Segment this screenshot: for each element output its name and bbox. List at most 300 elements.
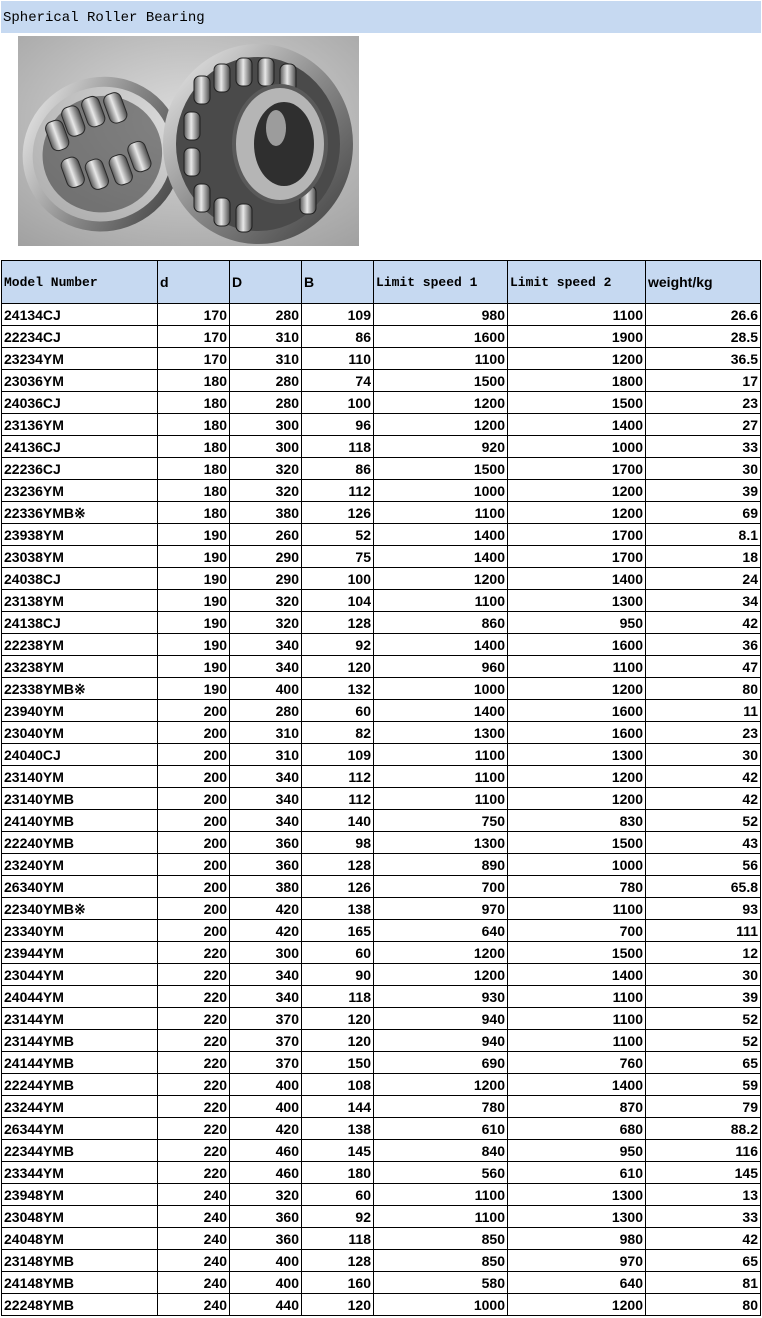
header-limit-speed-1: Limit speed 1 — [374, 261, 508, 304]
limit-speed-1-cell: 640 — [374, 920, 508, 942]
outer-d-cell: 280 — [230, 370, 302, 392]
d-cell: 240 — [158, 1184, 230, 1206]
b-cell: 82 — [302, 722, 374, 744]
b-cell: 112 — [302, 788, 374, 810]
weight-cell: 12 — [646, 942, 761, 964]
limit-speed-1-cell: 840 — [374, 1140, 508, 1162]
model-cell: 23244YM — [2, 1096, 158, 1118]
model-cell: 24140YMB — [2, 810, 158, 832]
limit-speed-2-cell: 1100 — [508, 898, 646, 920]
table-row — [2, 1272, 761, 1294]
outer-d-cell: 340 — [230, 656, 302, 678]
limit-speed-2-cell: 1000 — [508, 854, 646, 876]
bearing-illustration — [18, 36, 359, 246]
outer-d-cell: 420 — [230, 1118, 302, 1140]
weight-cell: 145 — [646, 1162, 761, 1184]
outer-d-cell: 400 — [230, 1074, 302, 1096]
limit-speed-2-cell: 1200 — [508, 766, 646, 788]
weight-cell: 69 — [646, 502, 761, 524]
limit-speed-2-cell: 1600 — [508, 634, 646, 656]
table-row — [2, 458, 761, 480]
d-cell: 200 — [158, 722, 230, 744]
table-row — [2, 524, 761, 546]
outer-d-cell: 420 — [230, 920, 302, 942]
table-row — [2, 920, 761, 942]
limit-speed-2-cell: 870 — [508, 1096, 646, 1118]
outer-d-cell: 340 — [230, 986, 302, 1008]
weight-cell: 42 — [646, 1228, 761, 1250]
table-header-row — [2, 261, 761, 304]
weight-cell: 34 — [646, 590, 761, 612]
weight-cell: 81 — [646, 1272, 761, 1294]
table-row — [2, 480, 761, 502]
table-row — [2, 1118, 761, 1140]
weight-cell: 111 — [646, 920, 761, 942]
b-cell: 108 — [302, 1074, 374, 1096]
limit-speed-2-cell: 1700 — [508, 546, 646, 568]
limit-speed-1-cell: 1300 — [374, 832, 508, 854]
outer-d-cell: 400 — [230, 1096, 302, 1118]
b-cell: 126 — [302, 876, 374, 898]
d-cell: 220 — [158, 1096, 230, 1118]
model-cell: 23240YM — [2, 854, 158, 876]
outer-d-cell: 300 — [230, 942, 302, 964]
weight-cell: 93 — [646, 898, 761, 920]
b-cell: 138 — [302, 898, 374, 920]
limit-speed-2-cell: 780 — [508, 876, 646, 898]
b-cell: 160 — [302, 1272, 374, 1294]
outer-d-cell: 260 — [230, 524, 302, 546]
limit-speed-2-cell: 1600 — [508, 700, 646, 722]
table-row — [2, 304, 761, 326]
d-cell: 200 — [158, 876, 230, 898]
d-cell: 220 — [158, 986, 230, 1008]
limit-speed-2-cell: 830 — [508, 810, 646, 832]
weight-cell: 52 — [646, 810, 761, 832]
b-cell: 128 — [302, 612, 374, 634]
d-cell: 180 — [158, 392, 230, 414]
limit-speed-2-cell: 1700 — [508, 524, 646, 546]
header-limit-speed-2: Limit speed 2 — [508, 261, 646, 304]
table-row — [2, 942, 761, 964]
limit-speed-1-cell: 610 — [374, 1118, 508, 1140]
limit-speed-2-cell: 1200 — [508, 1294, 646, 1316]
b-cell: 118 — [302, 986, 374, 1008]
limit-speed-2-cell: 1300 — [508, 1184, 646, 1206]
model-cell: 22238YM — [2, 634, 158, 656]
outer-d-cell: 340 — [230, 964, 302, 986]
limit-speed-1-cell: 1600 — [374, 326, 508, 348]
b-cell: 60 — [302, 1184, 374, 1206]
table-row — [2, 634, 761, 656]
d-cell: 200 — [158, 788, 230, 810]
bearing-photo — [18, 36, 359, 246]
weight-cell: 116 — [646, 1140, 761, 1162]
model-cell: 22244YMB — [2, 1074, 158, 1096]
table-row — [2, 1074, 761, 1096]
limit-speed-1-cell: 1500 — [374, 370, 508, 392]
limit-speed-1-cell: 1000 — [374, 480, 508, 502]
b-cell: 60 — [302, 942, 374, 964]
limit-speed-2-cell: 1400 — [508, 964, 646, 986]
limit-speed-1-cell: 1100 — [374, 766, 508, 788]
d-cell: 220 — [158, 942, 230, 964]
weight-cell: 65.8 — [646, 876, 761, 898]
d-cell: 180 — [158, 502, 230, 524]
limit-speed-2-cell: 1200 — [508, 480, 646, 502]
model-cell: 22344YMB — [2, 1140, 158, 1162]
outer-d-cell: 310 — [230, 722, 302, 744]
model-cell: 22340YMB※ — [2, 898, 158, 920]
limit-speed-1-cell: 960 — [374, 656, 508, 678]
outer-d-cell: 340 — [230, 788, 302, 810]
limit-speed-2-cell: 700 — [508, 920, 646, 942]
d-cell: 240 — [158, 1294, 230, 1316]
b-cell: 74 — [302, 370, 374, 392]
weight-cell: 42 — [646, 612, 761, 634]
limit-speed-1-cell: 1400 — [374, 546, 508, 568]
model-cell: 24040CJ — [2, 744, 158, 766]
limit-speed-1-cell: 970 — [374, 898, 508, 920]
b-cell: 98 — [302, 832, 374, 854]
b-cell: 92 — [302, 1206, 374, 1228]
model-cell: 22236CJ — [2, 458, 158, 480]
outer-d-cell: 320 — [230, 1184, 302, 1206]
limit-speed-1-cell: 1200 — [374, 392, 508, 414]
model-cell: 23944YM — [2, 942, 158, 964]
model-cell: 23044YM — [2, 964, 158, 986]
limit-speed-1-cell: 1000 — [374, 678, 508, 700]
outer-d-cell: 320 — [230, 612, 302, 634]
d-cell: 190 — [158, 546, 230, 568]
weight-cell: 36.5 — [646, 348, 761, 370]
d-cell: 220 — [158, 1030, 230, 1052]
weight-cell: 59 — [646, 1074, 761, 1096]
limit-speed-2-cell: 980 — [508, 1228, 646, 1250]
weight-cell: 18 — [646, 546, 761, 568]
outer-d-cell: 400 — [230, 1250, 302, 1272]
model-cell: 22338YMB※ — [2, 678, 158, 700]
weight-cell: 56 — [646, 854, 761, 876]
model-cell: 23048YM — [2, 1206, 158, 1228]
limit-speed-1-cell: 930 — [374, 986, 508, 1008]
table-row — [2, 700, 761, 722]
weight-cell: 47 — [646, 656, 761, 678]
b-cell: 109 — [302, 744, 374, 766]
weight-cell: 52 — [646, 1030, 761, 1052]
b-cell: 165 — [302, 920, 374, 942]
limit-speed-1-cell: 1100 — [374, 1206, 508, 1228]
b-cell: 150 — [302, 1052, 374, 1074]
d-cell: 190 — [158, 634, 230, 656]
d-cell: 200 — [158, 810, 230, 832]
table-row — [2, 832, 761, 854]
weight-cell: 80 — [646, 1294, 761, 1316]
limit-speed-1-cell: 1300 — [374, 722, 508, 744]
model-cell: 24048YM — [2, 1228, 158, 1250]
model-cell: 24144YMB — [2, 1052, 158, 1074]
outer-d-cell: 460 — [230, 1162, 302, 1184]
limit-speed-1-cell: 580 — [374, 1272, 508, 1294]
model-cell: 23036YM — [2, 370, 158, 392]
limit-speed-2-cell: 1500 — [508, 942, 646, 964]
outer-d-cell: 290 — [230, 568, 302, 590]
limit-speed-2-cell: 640 — [508, 1272, 646, 1294]
outer-d-cell: 400 — [230, 678, 302, 700]
outer-d-cell: 400 — [230, 1272, 302, 1294]
outer-d-cell: 280 — [230, 700, 302, 722]
limit-speed-1-cell: 1100 — [374, 590, 508, 612]
model-cell: 23948YM — [2, 1184, 158, 1206]
weight-cell: 11 — [646, 700, 761, 722]
table-row — [2, 326, 761, 348]
weight-cell: 23 — [646, 392, 761, 414]
weight-cell: 88.2 — [646, 1118, 761, 1140]
table-row — [2, 656, 761, 678]
limit-speed-2-cell: 950 — [508, 1140, 646, 1162]
limit-speed-1-cell: 1200 — [374, 964, 508, 986]
table-row — [2, 568, 761, 590]
weight-cell: 42 — [646, 788, 761, 810]
table-row — [2, 502, 761, 524]
table-row — [2, 392, 761, 414]
d-cell: 190 — [158, 524, 230, 546]
d-cell: 180 — [158, 414, 230, 436]
limit-speed-2-cell: 1400 — [508, 414, 646, 436]
table-row — [2, 766, 761, 788]
table-row — [2, 722, 761, 744]
header-d: d — [158, 261, 230, 304]
d-cell: 200 — [158, 854, 230, 876]
weight-cell: 65 — [646, 1052, 761, 1074]
outer-d-cell: 280 — [230, 304, 302, 326]
model-cell: 22234CJ — [2, 326, 158, 348]
b-cell: 96 — [302, 414, 374, 436]
table-row — [2, 1140, 761, 1162]
b-cell: 120 — [302, 1030, 374, 1052]
weight-cell: 23 — [646, 722, 761, 744]
b-cell: 118 — [302, 1228, 374, 1250]
limit-speed-2-cell: 1700 — [508, 458, 646, 480]
weight-cell: 13 — [646, 1184, 761, 1206]
table-row — [2, 986, 761, 1008]
model-cell: 23136YM — [2, 414, 158, 436]
table-row — [2, 854, 761, 876]
d-cell: 220 — [158, 1140, 230, 1162]
b-cell: 145 — [302, 1140, 374, 1162]
outer-d-cell: 360 — [230, 1206, 302, 1228]
limit-speed-1-cell: 1100 — [374, 744, 508, 766]
table-row — [2, 1294, 761, 1316]
weight-cell: 8.1 — [646, 524, 761, 546]
b-cell: 112 — [302, 480, 374, 502]
limit-speed-2-cell: 1100 — [508, 1030, 646, 1052]
table-row — [2, 1052, 761, 1074]
model-cell: 22248YMB — [2, 1294, 158, 1316]
limit-speed-1-cell: 560 — [374, 1162, 508, 1184]
d-cell: 170 — [158, 326, 230, 348]
header-model-number: Model Number — [2, 261, 158, 304]
b-cell: 86 — [302, 458, 374, 480]
header-outer-d: D — [230, 261, 302, 304]
weight-cell: 65 — [646, 1250, 761, 1272]
b-cell: 100 — [302, 392, 374, 414]
limit-speed-2-cell: 1600 — [508, 722, 646, 744]
limit-speed-2-cell: 760 — [508, 1052, 646, 1074]
b-cell: 132 — [302, 678, 374, 700]
limit-speed-2-cell: 1100 — [508, 1008, 646, 1030]
table-row — [2, 1096, 761, 1118]
limit-speed-2-cell: 1200 — [508, 348, 646, 370]
limit-speed-1-cell: 1200 — [374, 1074, 508, 1096]
outer-d-cell: 340 — [230, 810, 302, 832]
model-cell: 23238YM — [2, 656, 158, 678]
model-cell: 23038YM — [2, 546, 158, 568]
weight-cell: 26.6 — [646, 304, 761, 326]
limit-speed-2-cell: 1100 — [508, 656, 646, 678]
outer-d-cell: 380 — [230, 876, 302, 898]
limit-speed-2-cell: 1300 — [508, 590, 646, 612]
limit-speed-2-cell: 950 — [508, 612, 646, 634]
b-cell: 110 — [302, 348, 374, 370]
limit-speed-1-cell: 850 — [374, 1228, 508, 1250]
limit-speed-2-cell: 1500 — [508, 832, 646, 854]
outer-d-cell: 320 — [230, 458, 302, 480]
model-cell: 24044YM — [2, 986, 158, 1008]
outer-d-cell: 360 — [230, 832, 302, 854]
b-cell: 52 — [302, 524, 374, 546]
limit-speed-1-cell: 1100 — [374, 1184, 508, 1206]
outer-d-cell: 340 — [230, 634, 302, 656]
b-cell: 112 — [302, 766, 374, 788]
limit-speed-2-cell: 1900 — [508, 326, 646, 348]
limit-speed-1-cell: 940 — [374, 1008, 508, 1030]
limit-speed-2-cell: 1500 — [508, 392, 646, 414]
outer-d-cell: 440 — [230, 1294, 302, 1316]
d-cell: 180 — [158, 436, 230, 458]
d-cell: 170 — [158, 348, 230, 370]
limit-speed-1-cell: 1100 — [374, 348, 508, 370]
model-cell: 23236YM — [2, 480, 158, 502]
b-cell: 128 — [302, 854, 374, 876]
model-cell: 23144YMB — [2, 1030, 158, 1052]
limit-speed-2-cell: 1300 — [508, 744, 646, 766]
limit-speed-2-cell: 1400 — [508, 1074, 646, 1096]
outer-d-cell: 310 — [230, 744, 302, 766]
limit-speed-1-cell: 1200 — [374, 568, 508, 590]
model-cell: 23344YM — [2, 1162, 158, 1184]
weight-cell: 27 — [646, 414, 761, 436]
table-row — [2, 1228, 761, 1250]
outer-d-cell: 320 — [230, 480, 302, 502]
outer-d-cell: 300 — [230, 436, 302, 458]
d-cell: 190 — [158, 612, 230, 634]
weight-cell: 24 — [646, 568, 761, 590]
d-cell: 240 — [158, 1272, 230, 1294]
model-cell: 23938YM — [2, 524, 158, 546]
d-cell: 200 — [158, 920, 230, 942]
weight-cell: 30 — [646, 964, 761, 986]
table-row — [2, 1206, 761, 1228]
limit-speed-1-cell: 940 — [374, 1030, 508, 1052]
b-cell: 126 — [302, 502, 374, 524]
weight-cell: 39 — [646, 986, 761, 1008]
limit-speed-1-cell: 890 — [374, 854, 508, 876]
outer-d-cell: 360 — [230, 854, 302, 876]
table-row — [2, 1162, 761, 1184]
table-row — [2, 1008, 761, 1030]
limit-speed-2-cell: 1100 — [508, 986, 646, 1008]
model-cell: 23140YM — [2, 766, 158, 788]
limit-speed-1-cell: 980 — [374, 304, 508, 326]
limit-speed-1-cell: 690 — [374, 1052, 508, 1074]
model-cell: 24134CJ — [2, 304, 158, 326]
model-cell: 23234YM — [2, 348, 158, 370]
weight-cell: 30 — [646, 458, 761, 480]
b-cell: 140 — [302, 810, 374, 832]
d-cell: 190 — [158, 678, 230, 700]
model-cell: 22240YMB — [2, 832, 158, 854]
outer-d-cell: 310 — [230, 348, 302, 370]
limit-speed-1-cell: 1100 — [374, 502, 508, 524]
weight-cell: 80 — [646, 678, 761, 700]
b-cell: 92 — [302, 634, 374, 656]
table-row — [2, 744, 761, 766]
header-weight: weight/kg — [646, 261, 761, 304]
model-cell: 24038CJ — [2, 568, 158, 590]
table-row — [2, 898, 761, 920]
d-cell: 180 — [158, 480, 230, 502]
table-row — [2, 788, 761, 810]
weight-cell: 33 — [646, 1206, 761, 1228]
weight-cell: 36 — [646, 634, 761, 656]
outer-d-cell: 300 — [230, 414, 302, 436]
d-cell: 200 — [158, 700, 230, 722]
outer-d-cell: 360 — [230, 1228, 302, 1250]
limit-speed-1-cell: 1200 — [374, 942, 508, 964]
b-cell: 120 — [302, 1294, 374, 1316]
d-cell: 240 — [158, 1206, 230, 1228]
d-cell: 220 — [158, 964, 230, 986]
d-cell: 200 — [158, 744, 230, 766]
limit-speed-2-cell: 1200 — [508, 788, 646, 810]
outer-d-cell: 370 — [230, 1030, 302, 1052]
outer-d-cell: 370 — [230, 1008, 302, 1030]
weight-cell: 39 — [646, 480, 761, 502]
model-cell: 23148YMB — [2, 1250, 158, 1272]
limit-speed-2-cell: 1100 — [508, 304, 646, 326]
d-cell: 180 — [158, 458, 230, 480]
table-row — [2, 1250, 761, 1272]
d-cell: 240 — [158, 1228, 230, 1250]
limit-speed-1-cell: 700 — [374, 876, 508, 898]
model-cell: 23340YM — [2, 920, 158, 942]
d-cell: 200 — [158, 832, 230, 854]
limit-speed-1-cell: 1500 — [374, 458, 508, 480]
limit-speed-1-cell: 750 — [374, 810, 508, 832]
model-cell: 26344YM — [2, 1118, 158, 1140]
limit-speed-2-cell: 610 — [508, 1162, 646, 1184]
limit-speed-2-cell: 1200 — [508, 678, 646, 700]
table-row — [2, 370, 761, 392]
model-cell: 24036CJ — [2, 392, 158, 414]
page-title: Spherical Roller Bearing — [1, 1, 761, 33]
d-cell: 170 — [158, 304, 230, 326]
outer-d-cell: 370 — [230, 1052, 302, 1074]
d-cell: 200 — [158, 898, 230, 920]
limit-speed-2-cell: 680 — [508, 1118, 646, 1140]
limit-speed-1-cell: 1000 — [374, 1294, 508, 1316]
